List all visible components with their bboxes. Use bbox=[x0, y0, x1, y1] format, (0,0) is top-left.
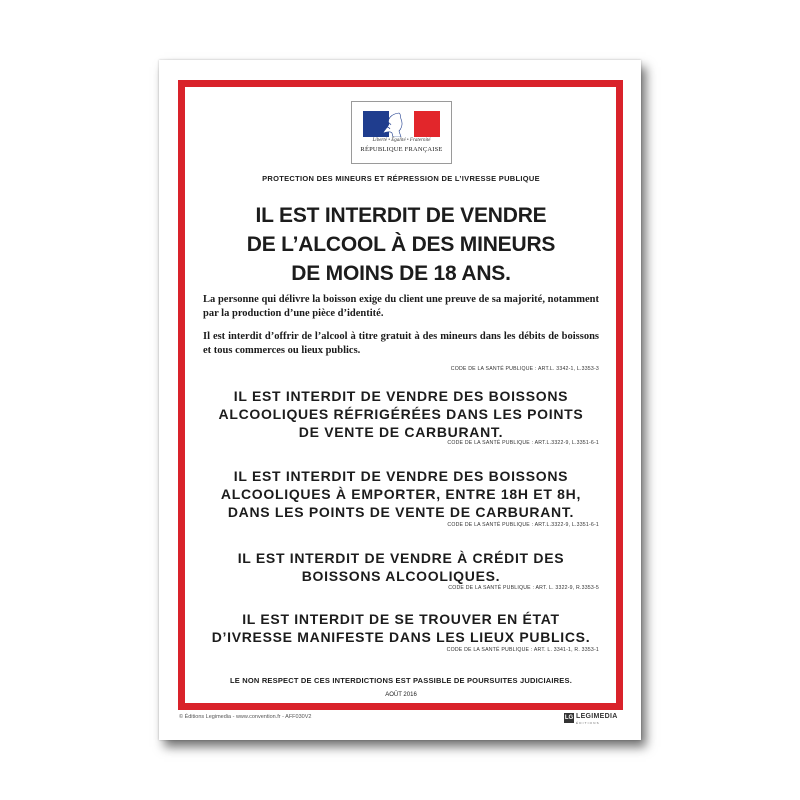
section-line: ALCOOLIQUES À EMPORTER, ENTRE 18H ET 8H, bbox=[220, 486, 582, 502]
main-title-line: DE MOINS DE 18 ANS. bbox=[291, 262, 511, 285]
section-heading-takeaway bbox=[203, 467, 599, 521]
poster-sheet bbox=[159, 60, 641, 740]
legal-reference: CODE DE LA SANTÉ PUBLIQUE : ART.L. 3342-1, L.3353-3 bbox=[450, 366, 599, 372]
marianne-profile-icon bbox=[377, 111, 407, 137]
section-line: IL EST INTERDIT DE SE TROUVER EN ÉTAT bbox=[242, 611, 560, 627]
marianne-logo bbox=[351, 101, 452, 164]
section-line: BOISSONS ALCOOLIQUES. bbox=[301, 568, 501, 584]
republic-motto: Liberté • Égalité • Fraternité bbox=[372, 138, 431, 143]
french-flag-icon bbox=[363, 111, 440, 137]
main-title-line: IL EST INTERDIT DE VENDRE bbox=[255, 204, 547, 227]
section-line: IL EST INTERDIT DE VENDRE DES BOISSONS bbox=[233, 388, 569, 404]
main-title bbox=[203, 201, 599, 288]
section-line: IL EST INTERDIT DE VENDRE À CRÉDIT DES bbox=[237, 550, 565, 566]
section-line: D’IVRESSE MANIFESTE DANS LES LIEUX PUBLICS. bbox=[211, 629, 591, 645]
legal-reference: CODE DE LA SANTÉ PUBLIQUE : ART. L. 3322-9, R.3353-5 bbox=[448, 585, 599, 591]
section-line: DANS LES POINTS DE VENTE DE CARBURANT. bbox=[227, 504, 575, 520]
section-line: DE VENTE DE CARBURANT. bbox=[298, 424, 504, 440]
section-line: ALCOOLIQUES RÉFRIGÉRÉES DANS LES POINTS bbox=[218, 406, 584, 422]
brand-name: LEGIMEDIA bbox=[576, 713, 618, 720]
section-line: IL EST INTERDIT DE VENDRE DES BOISSONS bbox=[233, 468, 569, 484]
legimedia-mark-icon: LG bbox=[564, 715, 574, 721]
legimedia-logo bbox=[564, 712, 626, 726]
copyright-line: © Éditions Legimedia - www.convention.fr - AFF030V2 bbox=[179, 714, 312, 720]
paragraph-id-proof: La personne qui délivre la boisson exige du client une preuve de sa majorité, notamment par la production d’une pièce d’identité. bbox=[203, 294, 599, 319]
republic-name: RÉPUBLIQUE FRANÇAISE bbox=[360, 146, 443, 153]
brand-sub: ÉDITIONS bbox=[576, 721, 600, 725]
legal-reference: CODE DE LA SANTÉ PUBLIQUE : ART.L.3322-9, L.3351-6-1 bbox=[447, 440, 599, 446]
poster-subtitle: PROTECTION DES MINEURS ET RÉPRESSION DE L’IVRESSE PUBLIQUE bbox=[262, 174, 540, 183]
section-heading-credit bbox=[203, 549, 599, 585]
main-title-line: DE L’ALCOOL À DES MINEURS bbox=[246, 233, 556, 256]
legal-reference: CODE DE LA SANTÉ PUBLIQUE : ART. L. 3341-1, R. 3353-1 bbox=[446, 647, 599, 653]
legal-reference: CODE DE LA SANTÉ PUBLIQUE : ART.L.3322-9, L.3351-6-1 bbox=[447, 522, 599, 528]
section-heading-drunkenness bbox=[203, 610, 599, 646]
edition-date: AOÛT 2016 bbox=[385, 692, 417, 698]
section-heading-refrigerated bbox=[203, 387, 599, 441]
penalty-notice: LE NON RESPECT DE CES INTERDICTIONS EST PASSIBLE DE POURSUITES JUDICIAIRES. bbox=[230, 676, 572, 685]
paragraph-free-alcohol: Il est interdit d’offrir de l’alcool à titre gratuit à des mineurs dans les débits de boissons et tous commerces ou lieux publics. bbox=[203, 331, 599, 356]
